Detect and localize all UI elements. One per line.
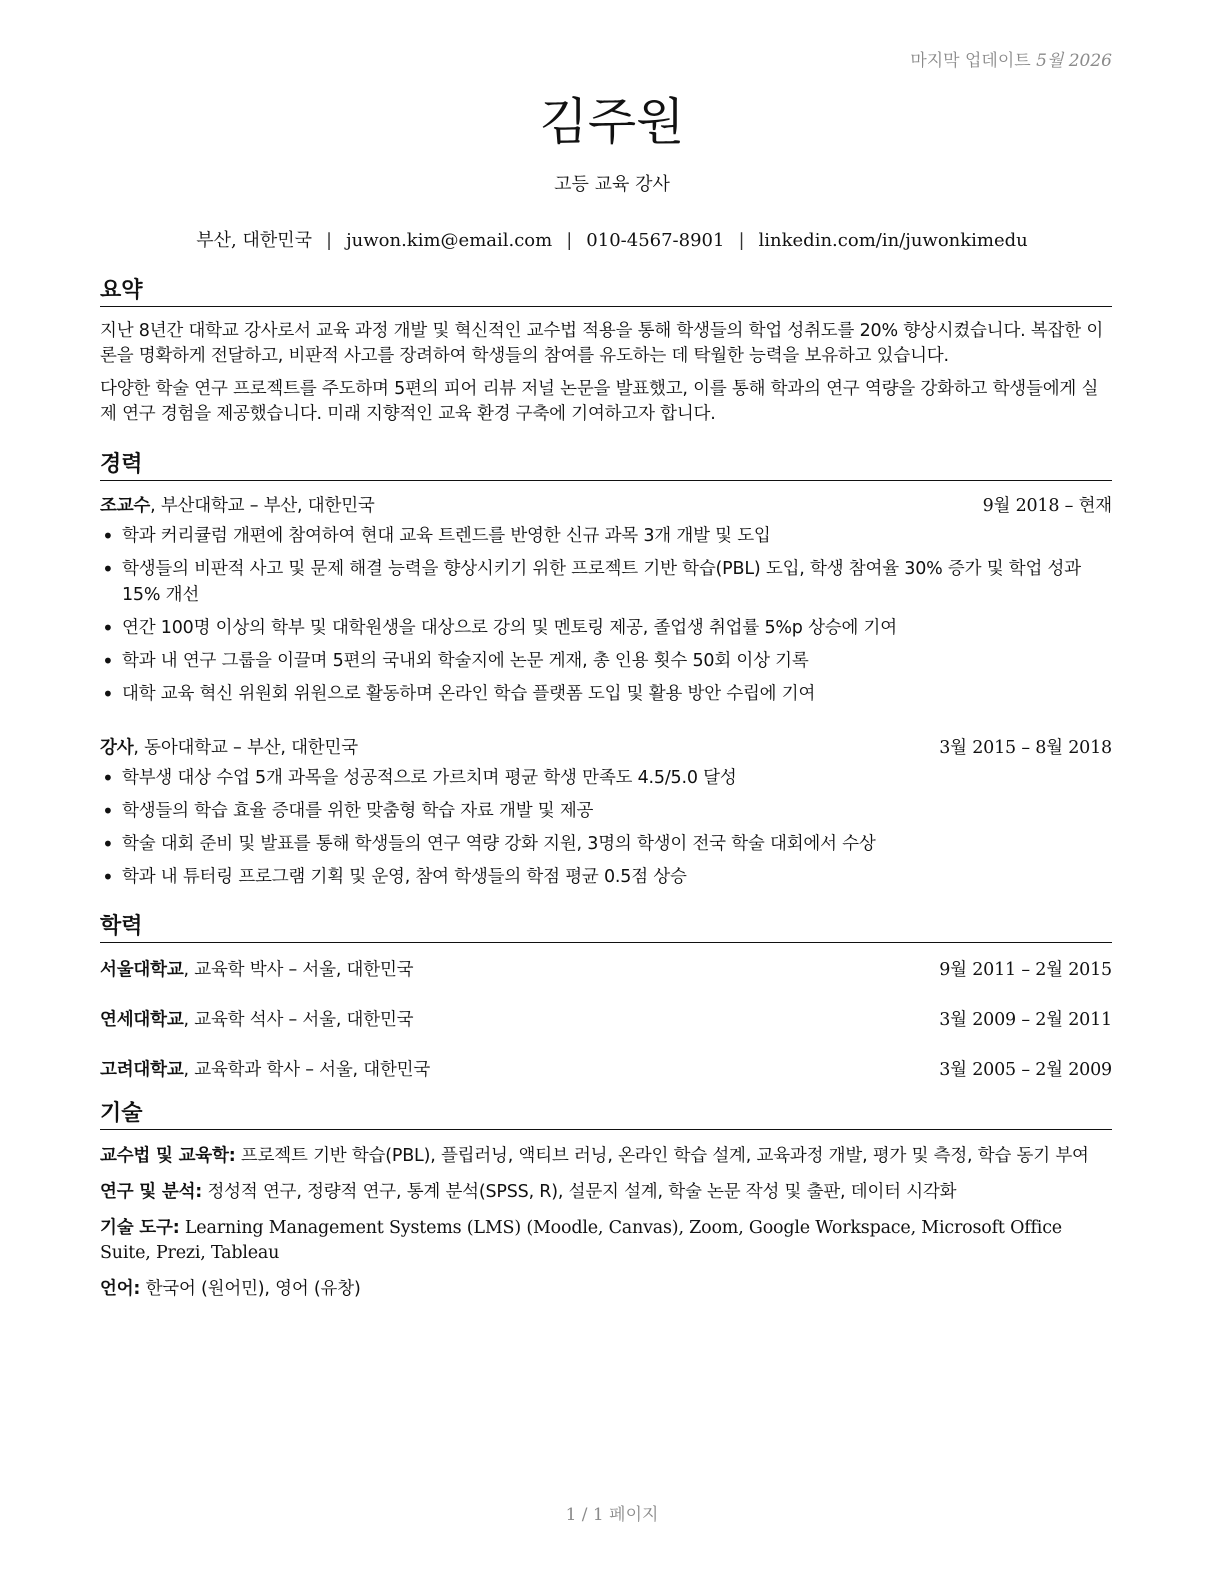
job-title: 고등 교육 강사 xyxy=(554,174,670,195)
skill-value: Learning Management Systems (LMS) (Moodle, Canvas), Zoom, Google Workspace, Microsoft Office Suite, Prezi, Tableau xyxy=(100,1218,1062,1263)
degree-detail: , 교육학 석사 – 서울, 대한민국 xyxy=(183,1010,414,1030)
skill-value: 정성적 연구, 정량적 연구, 통계 분석(SPSS, R), 설문지 설계, 학술 논문 작성 및 출판, 데이터 시각화 xyxy=(202,1182,957,1202)
person-name: 김주원 xyxy=(539,93,685,151)
education-dates: 9월 2011 – 2월 2015 xyxy=(939,960,1112,980)
last-updated-date: 5월 2026 xyxy=(1036,51,1112,71)
separator: | xyxy=(326,230,333,251)
last-updated-label: 마지막 업데이트 xyxy=(910,51,1031,71)
section-heading: 요약 xyxy=(100,278,1112,307)
skill-value: 한국어 (원어민), 영어 (유창) xyxy=(140,1279,361,1299)
last-updated xyxy=(910,46,1112,71)
contact-email[interactable]: juwon.kim@email.com xyxy=(346,230,553,251)
job-dates: 3월 2015 – 8월 2018 xyxy=(939,738,1112,758)
job-dates: 9월 2018 – 현재 xyxy=(982,496,1112,516)
section-heading: 경력 xyxy=(100,452,1112,481)
contact-linkedin[interactable]: linkedin.com/in/juwonkimedu xyxy=(758,230,1028,251)
contact-phone: 010-4567-8901 xyxy=(586,230,725,251)
page-number: 1 / 1 페이지 xyxy=(565,1505,659,1525)
contact-location: 부산, 대한민국 xyxy=(196,230,312,251)
bullet-item: • 학생들의 비판적 사고 및 문제 해결 능력을 향상시키기 위한 프로젝트 기반 학습(PBL) 도입, 학생 참여율 30% 증가 및 학업 성과 15% 개선 xyxy=(100,556,1112,608)
skill-label: 언어: xyxy=(100,1279,141,1299)
section-heading: 기술 xyxy=(100,1101,1112,1130)
bullet-item: • 학과 커리큘럼 개편에 참여하여 현대 교육 트렌드를 반영한 신규 과목 3개 개발 및 도입 xyxy=(100,523,1112,549)
skill-label: 연구 및 분석: xyxy=(100,1182,203,1202)
section-heading: 학력 xyxy=(100,914,1112,943)
school-name: 서울대학교 xyxy=(100,960,184,980)
skill-label: 기술 도구: xyxy=(100,1218,180,1238)
bullet-item: • 학과 내 튜터링 프로그램 기획 및 운영, 참여 학생들의 학점 평균 0.5점 상승 xyxy=(100,864,1112,890)
skill-item xyxy=(100,1180,1112,1205)
skill-item xyxy=(100,1277,1112,1302)
job-bullets xyxy=(100,523,1112,707)
job-bullets xyxy=(100,765,1112,890)
job-role: 조교수 xyxy=(100,496,151,516)
skill-label: 교수법 및 교육학: xyxy=(100,1146,236,1166)
bullet-item: • 학생들의 학습 효율 증대를 위한 맞춤형 학습 자료 개발 및 제공 xyxy=(100,798,1112,824)
education-dates: 3월 2009 – 2월 2011 xyxy=(939,1010,1112,1030)
school-name: 고려대학교 xyxy=(100,1060,184,1080)
degree-detail: , 교육학과 학사 – 서울, 대한민국 xyxy=(183,1060,431,1080)
experience-section xyxy=(100,452,1112,890)
separator: | xyxy=(566,230,573,251)
separator: | xyxy=(738,230,745,251)
education-item xyxy=(100,957,1112,983)
bullet-item: • 학부생 대상 수업 5개 과목을 성공적으로 가르치며 평균 학생 만족도 4.5/5.0 달성 xyxy=(100,765,1112,791)
education-dates: 3월 2005 – 2월 2009 xyxy=(939,1060,1112,1080)
bullet-item: • 학술 대회 준비 및 발표를 통해 학생들의 연구 역량 강화 지원, 3명의 학생이 전국 학술 대회에서 수상 xyxy=(100,831,1112,857)
bullet-item: • 연간 100명 이상의 학부 및 대학원생을 대상으로 강의 및 멘토링 제공, 졸업생 취업률 5%p 상승에 기여 xyxy=(100,615,1112,641)
summary-paragraph: 다양한 학술 연구 프로젝트를 주도하며 5편의 피어 리뷰 저널 논문을 발표했고, 이를 통해 학과의 연구 역량을 강화하고 학생들에게 실제 연구 경험을 제공했습니다. 미래 지향적인 교육 환경 구축에 기여하고자 합니다. xyxy=(100,379,1099,424)
school-name: 연세대학교 xyxy=(100,1010,184,1030)
education-item xyxy=(100,1057,1112,1083)
education-item xyxy=(100,1007,1112,1033)
skill-value: 프로젝트 기반 학습(PBL), 플립러닝, 액티브 러닝, 온라인 학습 설계, 교육과정 개발, 평가 및 측정, 학습 동기 부여 xyxy=(235,1146,1089,1166)
bullet-item: • 학과 내 연구 그룹을 이끌며 5편의 국내외 학술지에 논문 게재, 총 인용 횟수 50회 이상 기록 xyxy=(100,648,1112,674)
job-header xyxy=(100,493,1112,519)
bullet-item: • 대학 교육 혁신 위원회 위원으로 활동하며 온라인 학습 플랫폼 도입 및 활용 방안 수립에 기여 xyxy=(100,681,1112,707)
job-role: 강사 xyxy=(100,738,134,758)
skills-section xyxy=(100,1101,1112,1302)
job-org: , 동아대학교 – 부산, 대한민국 xyxy=(133,738,358,758)
contact-line xyxy=(0,226,1224,252)
summary-section xyxy=(100,278,1112,427)
skill-item xyxy=(100,1144,1112,1169)
job-header xyxy=(100,735,1112,761)
skill-item xyxy=(100,1216,1112,1266)
job-org: , 부산대학교 – 부산, 대한민국 xyxy=(150,496,375,516)
education-section xyxy=(100,914,1112,1083)
summary-paragraph: 지난 8년간 대학교 강사로서 교육 과정 개발 및 혁신적인 교수법 적용을 통해 학생들의 학업 성취도를 20% 향상시켰습니다. 복잡한 이론을 명확하게 전달하고, 비판적 사고를 장려하여 학생들의 참여를 유도하는 데 탁월한 능력을 보유하고 있습니다. xyxy=(100,321,1104,366)
degree-detail: , 교육학 박사 – 서울, 대한민국 xyxy=(183,960,414,980)
